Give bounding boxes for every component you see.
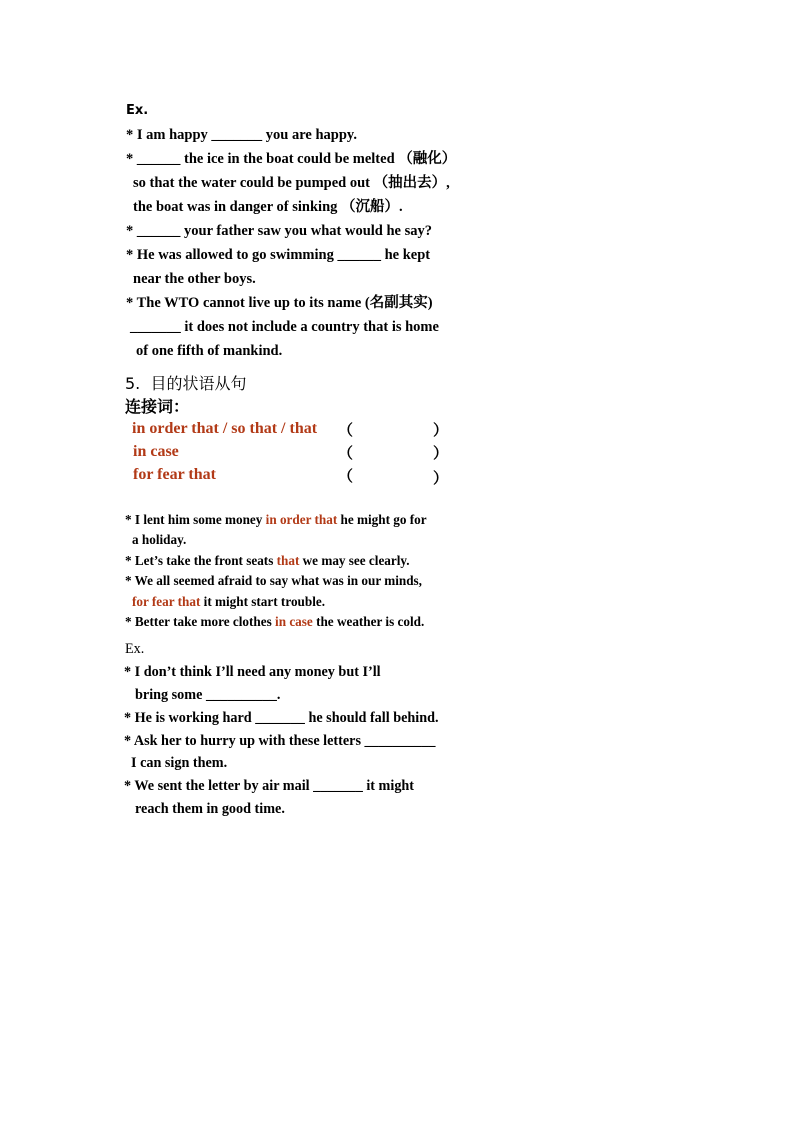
exercise-line: near the other boys. bbox=[133, 271, 256, 287]
example-sentence: a holiday. bbox=[132, 532, 187, 547]
exercise-line: so that the water could be pumped out （抽出去）, bbox=[133, 175, 450, 191]
section-title: 5. 目的状语从句 bbox=[125, 374, 247, 393]
highlight-conjunction: for fear that bbox=[132, 594, 201, 609]
exercise-line: the boat was in danger of sinking （沉船）. bbox=[133, 199, 403, 215]
exercise-line: * ______ your father saw you what would he say? bbox=[126, 223, 433, 239]
example-sentence: * We all seemed afraid to say what was in our minds, bbox=[125, 573, 422, 588]
example-sentence: * Let’s take the front seats that we may see clearly. bbox=[125, 553, 410, 568]
close-paren: ） bbox=[433, 421, 449, 439]
exercise-line: of one fifth of mankind. bbox=[136, 343, 283, 359]
close-paren: ） bbox=[433, 444, 449, 462]
exercise-line: * I don’t think I’ll need any money but I’ll bbox=[124, 664, 381, 680]
open-paren: （ bbox=[338, 444, 354, 462]
exercise-line: * He is working hard _______ he should fall behind. bbox=[124, 710, 439, 726]
conjunction-item: for fear that bbox=[133, 466, 216, 483]
conjunction-label: 连接词： bbox=[125, 397, 190, 416]
exercise-line: reach them in good time. bbox=[135, 801, 285, 817]
exercise-heading-2: Ex. bbox=[125, 641, 145, 657]
example-sentence: for fear that it might start trouble. bbox=[132, 594, 326, 609]
exercise-line: _______ it does not include a country that is home bbox=[130, 319, 439, 335]
open-paren: （ bbox=[338, 421, 354, 439]
exercise-line: * The WTO cannot live up to its name (名副其实) bbox=[126, 295, 433, 311]
conjunction-item: in order that / so that / that bbox=[132, 420, 318, 437]
close-paren: ） bbox=[433, 469, 449, 487]
exercise-heading-1: Ex. bbox=[126, 103, 149, 118]
highlight-conjunction: that bbox=[276, 553, 300, 568]
conjunction-item: in case bbox=[133, 443, 179, 460]
example-sentence: * I lent him some money in order that he might go for bbox=[125, 512, 427, 527]
open-paren: （ bbox=[338, 467, 354, 485]
highlight-conjunction: in order that bbox=[265, 512, 338, 527]
example-sentence: * Better take more clothes in case the weather is cold. bbox=[125, 614, 425, 629]
exercise-line: * We sent the letter by air mail _______ it might bbox=[124, 778, 415, 794]
exercise-line: bring some __________. bbox=[135, 687, 281, 703]
highlight-conjunction: in case bbox=[275, 614, 313, 629]
exercise-line: * ______ the ice in the boat could be melted （融化） bbox=[126, 151, 457, 167]
exercise-line: * I am happy _______ you are happy. bbox=[126, 127, 357, 143]
exercise-line: * Ask her to hurry up with these letters __________ bbox=[124, 733, 436, 749]
exercise-line: I can sign them. bbox=[131, 755, 228, 771]
exercise-line: * He was allowed to go swimming ______ he kept bbox=[126, 247, 431, 263]
